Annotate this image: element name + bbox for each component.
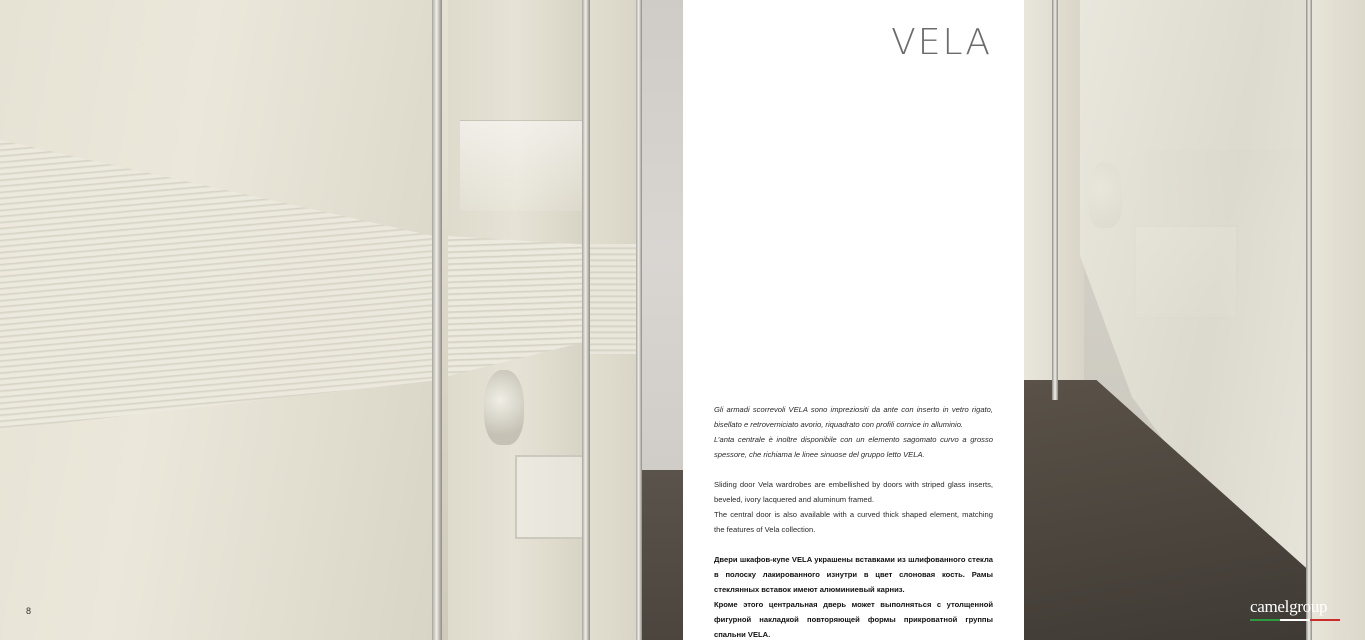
aluminum-frame (432, 0, 442, 640)
lamp-reflection (484, 370, 524, 445)
russian-paragraph: Двери шкафов-купе VELA украшены вставками из шлифованного стекла в полоску лакированного изнутри в цвет слоновая кость. Рамы стеклянных вставок имеют алюминиевый карниз. (714, 555, 993, 594)
logo-wordmark: camelgroup (1250, 597, 1328, 616)
window-reflection (460, 120, 585, 211)
aluminum-frame (636, 0, 642, 640)
page-number: 8 (26, 606, 32, 616)
wardrobe-door-right (1309, 0, 1365, 640)
italian-paragraph: Gli armadi scorrevoli VELA sono impreziositi da ante con inserto in vetro rigato, bisellato e retroverniciato avorio, riquadrato con profili cornice in alluminio. (714, 405, 993, 429)
aluminum-frame (1306, 0, 1312, 640)
english-paragraph: Sliding door Vela wardrobes are embellished by doors with striped glass inserts, beveled, ivory lacquered and aluminum framed. (714, 480, 993, 504)
wardrobe-photo-left (0, 0, 683, 640)
italian-paragraph: L’anta centrale è inoltre disponibile con un elemento sagomato curvo a grosso spessore, che richiama le linee sinuose del gruppo letto VELA. (714, 435, 993, 459)
text-page (683, 0, 1024, 640)
wardrobe-photo-right (1024, 0, 1365, 640)
italian-flag-stripe (1250, 619, 1340, 621)
striped-glass-insert (590, 244, 640, 354)
description-block (714, 402, 993, 642)
english-paragraph: The central door is also available with a curved thick shaped element, matching the features of Vela collection. (714, 510, 993, 534)
aluminum-frame (1052, 0, 1058, 400)
camelgroup-logo (1250, 598, 1342, 626)
russian-paragraph: Кроме этого центральная дверь может выполняться с утолщенной фигурной накладкой повторяющей формы прикроватной группы спальни VELA. (714, 600, 993, 639)
page-title: VELA (891, 22, 992, 63)
nightstand-reflection (515, 455, 589, 539)
aluminum-frame (582, 0, 590, 640)
